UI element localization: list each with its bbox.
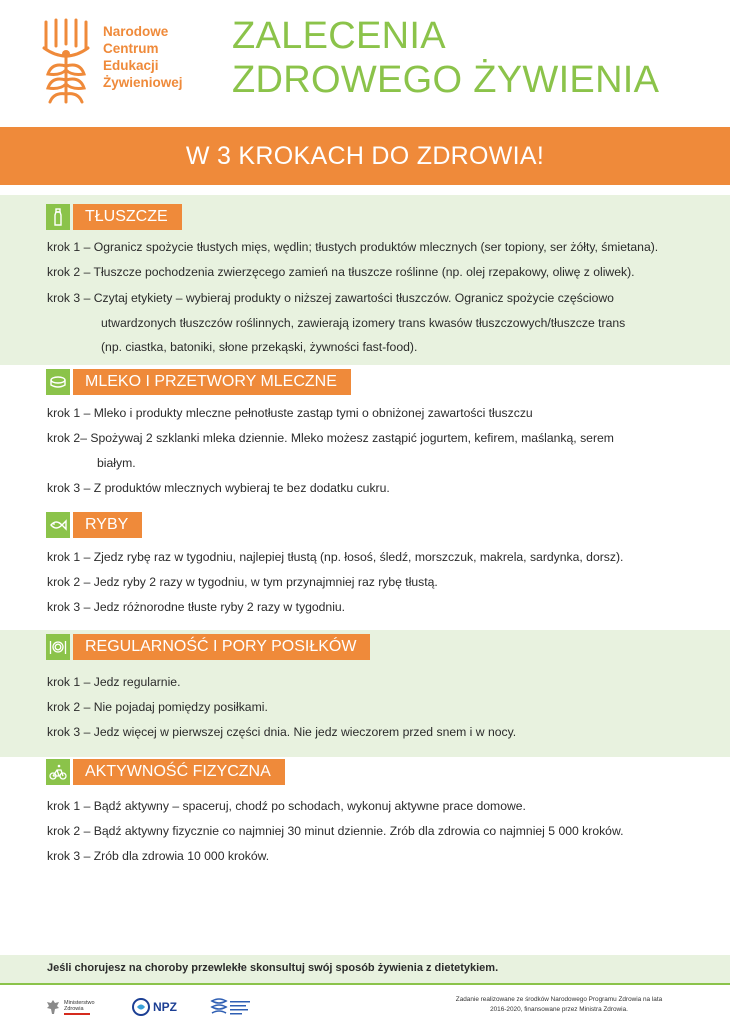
step-line: krok 3 – Z produktów mlecznych wybieraj te bez dodatku cukru. — [47, 481, 390, 495]
logo-line: Narodowe — [103, 24, 169, 39]
logo-line: Edukacji — [103, 58, 159, 73]
step-line: utwardzonych tłuszczów roślinnych, zawierają izomery trans kwasów tłuszczowych/tłuszcze trans — [101, 316, 626, 330]
title-line: ZALECENIA — [232, 15, 446, 57]
section-title: RYBY — [73, 512, 142, 538]
npz-emblem-icon — [132, 998, 150, 1016]
wheat-logo-icon — [38, 18, 96, 104]
bicycle-icon — [46, 759, 70, 785]
section-heading-dairy — [46, 369, 351, 395]
step-line: (np. ciastka, batoniki, słone przekąski, żywności fast-food). — [101, 340, 418, 354]
section-heading-fats — [46, 204, 182, 230]
funding-line: 2016-2020, finansowane przez Ministra Zdrowia. — [490, 1006, 628, 1013]
step-line: krok 1 – Zjedz rybę raz w tygodniu, najlepiej tłustą (np. łosoś, śledź, morszczuk, makrela, sardynka, dorsz). — [47, 550, 624, 564]
funding-note — [434, 995, 684, 1015]
plate-cutlery-icon — [46, 634, 70, 660]
step-line: krok 1 – Mleko i produkty mleczne pełnotłuste zastąp tymi o obniżonej zawartości tłuszczu — [47, 406, 533, 420]
ministry-name-line: Ministerstwo — [64, 999, 95, 1006]
npz-logo — [132, 996, 177, 1018]
section-heading-meals — [46, 634, 370, 660]
funding-line: Zadanie realizowane ze środków Narodowego Programu Zdrowia na lata — [455, 996, 663, 1003]
section-heading-fish — [46, 512, 142, 538]
dairy-icon — [46, 369, 70, 395]
dietitian-note: Jeśli chorujesz na choroby przewlekłe skonsultuj swój sposób żywienia z dietetykiem. — [47, 962, 499, 974]
step-line: krok 3 – Czytaj etykiety – wybieraj produkty o niższej zawartości tłuszczów. Ogranicz spożycie częściowo — [47, 291, 614, 305]
ministry-logo — [46, 996, 95, 1018]
section-title: MLEKO I PRZETWORY MLECZNE — [73, 369, 351, 395]
page-header — [0, 0, 730, 120]
step-line: krok 2 – Nie pojadaj pomiędzy posiłkami. — [47, 700, 268, 714]
step-line: krok 2– Spożywaj 2 szklanki mleka dziennie. Mleko możesz zastąpić jogurtem, kefirem, maślanką, serem — [47, 431, 614, 445]
step-line: krok 1 – Jedz regularnie. — [47, 675, 181, 689]
section-title: AKTYWNOŚĆ FIZYCZNA — [73, 759, 285, 785]
step-line: krok 3 – Jedz różnorodne tłuste ryby 2 razy w tygodniu. — [47, 600, 346, 614]
npz-label: NPZ — [153, 1000, 177, 1014]
steps-banner: W 3 KROKACH DO ZDROWIA! — [0, 127, 730, 185]
logo-line: Żywieniowej — [103, 75, 183, 90]
step-line: krok 2 – Bądź aktywny fizycznie co najmniej 30 minut dziennie. Zrób dla zdrowia co najmniej 5 000 kroków. — [47, 824, 624, 838]
title-line: ZDROWEGO ŻYWIENIA — [232, 59, 660, 101]
logo-line: Centrum — [103, 41, 159, 56]
ministry-flag-bar — [64, 1013, 90, 1015]
step-line: krok 2 – Jedz ryby 2 razy w tygodniu, w tym przynajmniej raz rybę tłustą. — [47, 575, 438, 589]
section-title: REGULARNOŚĆ I PORY POSIŁKÓW — [73, 634, 370, 660]
fish-icon — [46, 512, 70, 538]
institute-logo — [210, 996, 254, 1018]
footer-divider — [0, 983, 730, 985]
logo-name — [103, 23, 183, 91]
section-title: TŁUSZCZE — [73, 204, 182, 230]
step-line: białym. — [97, 456, 136, 470]
step-line: krok 3 – Zrób dla zdrowia 10 000 kroków. — [47, 849, 270, 863]
ministry-name-line: Zdrowia — [64, 1005, 84, 1012]
step-line: krok 1 – Ogranicz spożycie tłustych mięs, wędlin; tłustych produktów mlecznych (ser topiony, ser żółty, śmietana). — [47, 240, 659, 254]
page-title — [232, 14, 659, 102]
step-line: krok 1 – Bądź aktywny – spaceruj, chodź po schodach, wykonuj aktywne prace domowe. — [47, 799, 526, 813]
bottle-icon — [46, 204, 70, 230]
step-line: krok 3 – Jedz więcej w pierwszej części dnia. Nie jedz wieczorem przed snem i w nocy. — [47, 725, 517, 739]
step-line: krok 2 – Tłuszcze pochodzenia zwierzęcego zamień na tłuszcze roślinne (np. olej rzepakowy, oliwę z oliwek). — [47, 265, 635, 279]
eagle-emblem-icon — [46, 998, 60, 1016]
section-heading-activity — [46, 759, 285, 785]
institute-emblem-icon — [210, 997, 254, 1017]
